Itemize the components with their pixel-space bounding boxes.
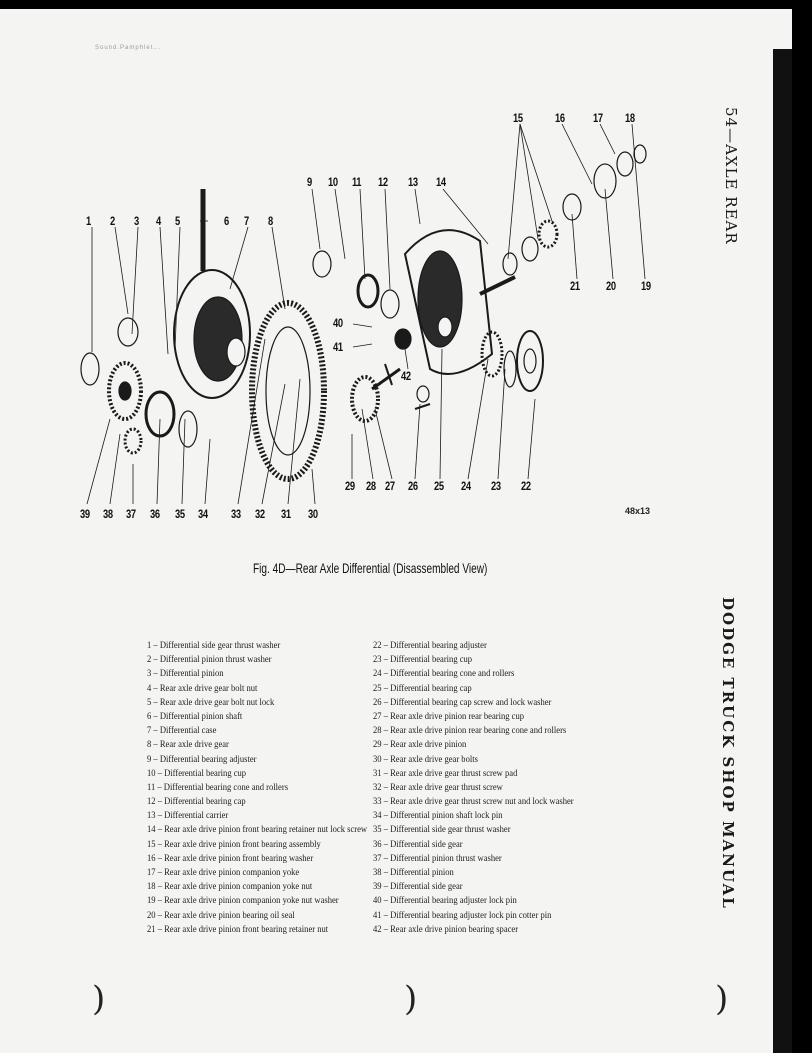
callout-label: 22 <box>521 479 531 493</box>
legend-item: 36 – Differential side gear <box>373 839 463 850</box>
legend-item: 5 – Rear axle drive gear bolt nut lock <box>147 697 275 708</box>
callout-label: 18 <box>625 111 635 125</box>
figure-number: 48x13 <box>625 506 651 516</box>
figure-caption: Fig. 4D—Rear Axle Differential (Disassembled View) <box>253 560 488 576</box>
legend-item: 3 – Differential pinion <box>147 669 224 680</box>
callout-label: 25 <box>434 479 444 493</box>
callout-label: 20 <box>606 279 616 293</box>
binder-hole-mark: ) <box>404 979 418 1019</box>
legend-item: 30 – Rear axle drive gear bolts <box>373 754 478 765</box>
legend-item: 6 – Differential pinion shaft <box>147 711 243 722</box>
legend-item: 19 – Rear axle drive pinion companion yoke nut washer <box>147 896 339 907</box>
callout-label: 30 <box>308 507 318 521</box>
callout-label: 29 <box>345 479 355 493</box>
legend-item: 18 – Rear axle drive pinion companion yoke nut <box>147 882 313 893</box>
legend-item: 39 – Differential side gear <box>373 882 463 893</box>
callout-label: 11 <box>352 175 362 189</box>
legend-item: 10 – Differential bearing cup <box>147 768 247 779</box>
callout-label: 28 <box>366 479 376 493</box>
callout-label: 12 <box>378 175 388 189</box>
legend-item: 20 – Rear axle drive pinion bearing oil seal <box>147 910 295 921</box>
callout-label: 37 <box>126 507 136 521</box>
legend-item: 1 – Differential side gear thrust washer <box>147 641 281 651</box>
callout-label: 31 <box>281 507 291 521</box>
legend-item: 34 – Differential pinion shaft lock pin <box>373 811 503 822</box>
legend-item: 8 – Rear axle drive gear <box>147 740 229 751</box>
callout-label: 13 <box>408 175 418 189</box>
callout-label: 10 <box>328 175 338 189</box>
callout-label: 27 <box>385 479 395 493</box>
callout-label: 16 <box>555 111 565 125</box>
callout-label: 7 <box>244 214 249 228</box>
callout-label: 6 <box>224 214 229 228</box>
scan-noise-text: Sound.Pamphlet... <box>95 45 162 51</box>
callout-label: 35 <box>175 507 185 521</box>
legend-item: 31 – Rear axle drive gear thrust screw pad <box>373 768 518 779</box>
legend-item: 11 – Differential bearing cone and rollers <box>147 782 289 793</box>
legend-item: 12 – Differential bearing cap <box>147 797 246 808</box>
legend-item: 4 – Rear axle drive gear bolt nut <box>147 683 258 694</box>
callout-label: 38 <box>103 507 113 521</box>
legend-item: 23 – Differential bearing cup <box>373 655 473 666</box>
callout-label: 1 <box>86 214 91 228</box>
callout-label: 4 <box>156 214 161 228</box>
legend-item: 26 – Differential bearing cap screw and lock washer <box>373 697 552 708</box>
callout-label: 15 <box>513 111 523 125</box>
legend-item: 17 – Rear axle drive pinion companion yoke <box>147 868 300 878</box>
callout-label: 21 <box>570 279 580 293</box>
callout-label: 33 <box>231 507 241 521</box>
legend-item: 13 – Differential carrier <box>147 811 229 822</box>
callout-label: 40 <box>333 316 343 330</box>
binder-hole-mark: ) <box>92 979 106 1019</box>
legend-item: 41 – Differential bearing adjuster lock pin cotter pin <box>373 910 552 921</box>
legend-item: 9 – Differential bearing adjuster <box>147 754 257 765</box>
callout-label: 26 <box>408 479 418 493</box>
callout-label: 41 <box>333 340 343 354</box>
legend-item: 38 – Differential pinion <box>373 868 454 878</box>
callout-label: 32 <box>255 507 265 521</box>
legend-item: 27 – Rear axle drive pinion rear bearing cup <box>373 711 525 722</box>
callout-label: 39 <box>80 507 90 521</box>
callout-label: 5 <box>175 214 180 228</box>
callout-label: 8 <box>268 214 273 228</box>
parts-legend-left <box>147 639 392 937</box>
legend-item: 14 – Rear axle drive pinion front bearing retainer nut lock screw <box>147 825 368 836</box>
legend-item: 2 – Differential pinion thrust washer <box>147 655 272 666</box>
scanned-page <box>0 9 792 1053</box>
legend-item: 42 – Rear axle drive pinion bearing spacer <box>373 924 519 935</box>
callout-label: 34 <box>198 507 208 521</box>
callout-label: 23 <box>491 479 501 493</box>
callout-label: 2 <box>110 214 115 228</box>
callout-label: 24 <box>461 479 471 493</box>
callout-label: 17 <box>593 111 603 125</box>
legend-item: 37 – Differential pinion thrust washer <box>373 853 502 864</box>
leader-lines <box>87 124 645 504</box>
legend-item: 32 – Rear axle drive gear thrust screw <box>373 782 503 793</box>
legend-item: 15 – Rear axle drive pinion front bearing assembly <box>147 839 321 850</box>
callout-label: 19 <box>641 279 651 293</box>
legend-item: 16 – Rear axle drive pinion front bearing washer <box>147 853 314 864</box>
callout-label: 14 <box>436 175 446 189</box>
legend-item: 24 – Differential bearing cone and rollers <box>373 669 515 680</box>
legend-item: 40 – Differential bearing adjuster lock pin <box>373 896 517 907</box>
legend-item: 33 – Rear axle drive gear thrust screw nut and lock washer <box>373 797 574 808</box>
callout-label: 9 <box>307 175 312 189</box>
callout-label: 3 <box>134 214 139 228</box>
manual-title: DODGE TRUCK SHOP MANUAL <box>719 597 737 910</box>
legend-item: 35 – Differential side gear thrust washer <box>373 825 511 836</box>
legend-item: 21 – Rear axle drive pinion front bearing retainer nut <box>147 924 329 935</box>
legend-item: 29 – Rear axle drive pinion <box>373 740 467 751</box>
exploded-view-diagram <box>0 9 792 549</box>
legend-item: 25 – Differential bearing cap <box>373 683 472 694</box>
parts-legend-right <box>373 639 596 937</box>
section-header: 54—AXLE REAR <box>722 107 740 245</box>
legend-item: 7 – Differential case <box>147 726 217 737</box>
binder-hole-mark: ) <box>715 979 729 1019</box>
legend-item: 28 – Rear axle drive pinion rear bearing cone and rollers <box>373 726 567 737</box>
callout-label: 42 <box>401 369 411 383</box>
legend-item: 22 – Differential bearing adjuster <box>373 641 487 651</box>
callout-label: 36 <box>150 507 160 521</box>
